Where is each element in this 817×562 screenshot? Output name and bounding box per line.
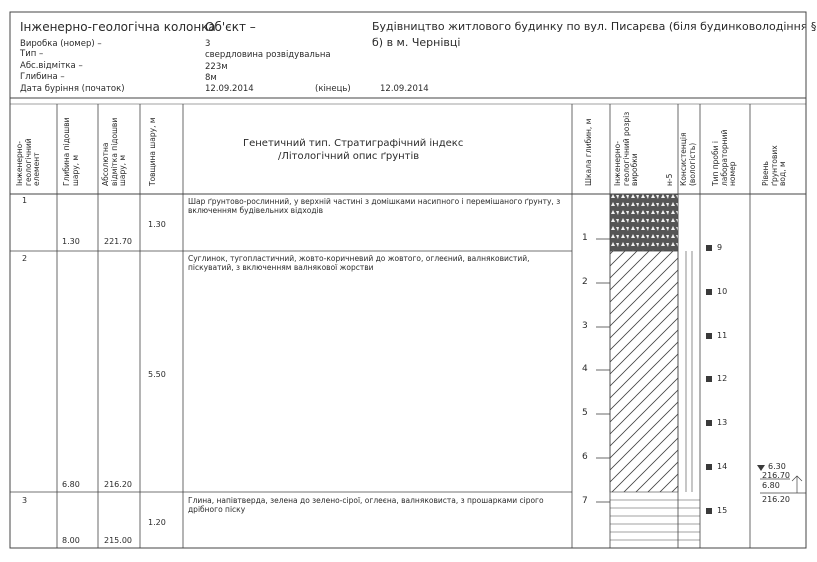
sample-marker	[706, 464, 712, 470]
end-date-label: (кінець)	[315, 84, 351, 94]
object-text-line1: Будівництво житлового будинку по вул. Писарєва (біля будинковолодіння §	[372, 20, 817, 33]
end-date-value: 12.09.2014	[380, 84, 429, 94]
layer-1-bottom-depth: 1.30	[62, 237, 80, 246]
scale-tick-6: 6	[582, 452, 588, 462]
layer-1-description: Шар ґрунтово-рослинний, у верхній частині з домішками насипного і перемішаного ґрунту, з включенням будівельних відходів	[188, 197, 561, 215]
sample-label: 10	[717, 287, 728, 296]
layer-2-description: Суглинок, тугопластичний, жовто-коричневий до жовтого, оглеєний, валняковистий, піскуватий, з включенням валнякової жорстви	[188, 254, 530, 272]
col-header-section: Інженерно- геологічний розріз виробки	[613, 111, 639, 186]
sample-label: 13	[717, 418, 728, 427]
layer-2-thickness: 5.50	[148, 370, 166, 379]
col-header-consistency: Консистенція (вологість)	[679, 132, 697, 186]
scale-tick-7: 7	[582, 496, 588, 506]
sample-label: 14	[717, 462, 728, 471]
col-header-element: Інженерно- геологічний елемент	[15, 138, 41, 186]
col-header-water: Рівень ґрунтових вод, м	[761, 145, 787, 186]
groundwater-appeared-depth: 6.30	[768, 462, 786, 471]
sample-label: 9	[717, 243, 723, 252]
sample-marker	[706, 508, 712, 514]
sample-marker	[706, 245, 712, 251]
field-value-drill-no: 3	[205, 39, 211, 49]
groundwater-depth2: 6.80	[762, 481, 780, 490]
scale-tick-5: 5	[582, 408, 588, 418]
groundwater-elev1: 216.70	[762, 471, 790, 480]
scale-tick-4: 4	[582, 364, 588, 374]
layer-3-bottom-depth: 8.00	[62, 536, 80, 545]
col-header-bottom-depth: Глибина підошви шару, м	[62, 117, 80, 186]
log-title: Інженерно-геологічна колонка	[20, 20, 216, 34]
object-text-line2: б) в м. Чернівці	[372, 36, 461, 49]
layer-2-bottom-elev: 216.20	[104, 480, 132, 489]
field-label-abs-elev: Абс.відмітка –	[20, 61, 83, 71]
scale-tick-3: 3	[582, 321, 588, 331]
layer-2-ige: 2	[22, 254, 28, 263]
sample-marker	[706, 376, 712, 382]
field-label-depth: Глибина –	[20, 72, 65, 82]
col-header-scale: Шкала глибин, м	[584, 118, 593, 186]
field-value-depth: 8м	[205, 73, 217, 83]
layer-3-description: Глина, напівтверда, зелена до зелено-сірої, оглеєна, валняковиста, з прошарками сірого дрібного піску	[188, 496, 544, 514]
layer-3-thickness: 1.20	[148, 518, 166, 527]
sample-marker	[706, 289, 712, 295]
sample-label: 11	[717, 331, 728, 340]
col-header-n5: н-5	[665, 173, 674, 186]
col-header-bottom-elev: Абсолютна відмітка підошви шару, м	[101, 117, 127, 186]
sample-label: 12	[717, 374, 728, 383]
object-label: Об'єкт –	[205, 20, 256, 34]
layer-3-bottom-elev: 215.00	[104, 536, 132, 545]
layer-2-bottom-depth: 6.80	[62, 480, 80, 489]
col-header-description-line1: Генетичний тип. Стратиграфічний індекс	[243, 138, 464, 149]
field-label-start-date: Дата буріння (початок)	[20, 84, 125, 94]
col-header-sample: Тип проби і лабораторний номер	[711, 129, 737, 186]
scale-tick-1: 1	[582, 233, 588, 243]
layer-3-ige: 3	[22, 496, 28, 505]
layer-1-bottom-elev: 221.70	[104, 237, 132, 246]
field-label-drill-no: Виробка (номер) –	[20, 39, 102, 49]
field-value-start-date: 12.09.2014	[205, 84, 254, 94]
sample-marker	[706, 420, 712, 426]
col-header-description-line2: /Літологічний опис ґрунтів	[278, 151, 420, 162]
layer-1-ige: 1	[22, 196, 28, 205]
layer-1-thickness: 1.30	[148, 220, 166, 229]
scale-tick-2: 2	[582, 277, 588, 287]
groundwater-elev2: 216.20	[762, 495, 790, 504]
field-label-type: Тип –	[20, 49, 44, 59]
field-value-type: свердловина розвідувальна	[205, 50, 331, 60]
col-header-thickness: Товщина шару, м	[148, 117, 157, 186]
field-value-abs-elev: 223м	[205, 62, 228, 72]
sample-marker	[706, 333, 712, 339]
sample-label: 15	[717, 506, 728, 515]
groundwater-arrow-icon	[792, 476, 802, 493]
